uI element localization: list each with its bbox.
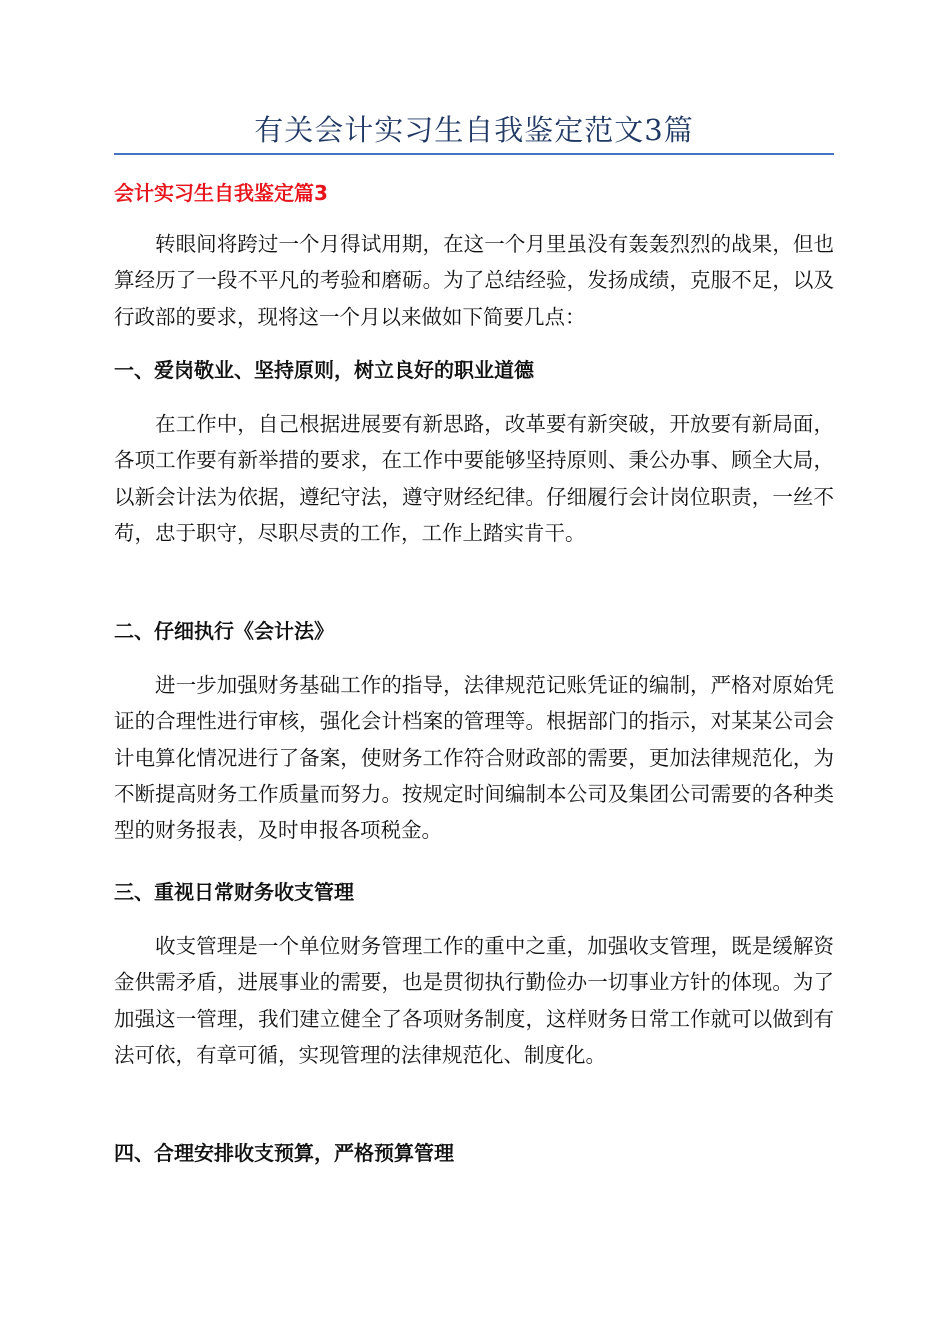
section-heading: 会计实习生自我鉴定篇3 (114, 181, 328, 205)
page-title: 有关会计实习生自我鉴定范文3篇 (254, 113, 694, 147)
subheading-1: 一、爱岗敬业、坚持原则，树立良好的职业道德 (114, 358, 534, 382)
subheading-3: 三、重视日常财务收支管理 (114, 880, 354, 904)
intro-paragraph: 转眼间将跨过一个月得试用期，在这一个月里虽没有轰轰烈烈的战果，但也算经历了一段不平凡的考验和磨砺。为了总结经验，发扬成绩，克服不足，以及行政部的要求，现将这一个月以来做如下简要几点： (114, 232, 834, 329)
subheading-2: 二、仔细执行《会计法》 (114, 619, 334, 643)
subheading-4: 四、合理安排收支预算，严格预算管理 (114, 1141, 454, 1165)
paragraph-3: 收支管理是一个单位财务管理工作的重中之重，加强收支管理，既是缓解资金供需矛盾，进展事业的需要，也是贯彻执行勤俭办一切事业方针的体现。为了加强这一管理，我们建立健全了各项财务制度，这样财务日常工作就可以做到有法可依，有章可循，实现管理的法律规范化、制度化。 (114, 934, 834, 1067)
paragraph-2: 进一步加强财务基础工作的指导，法律规范记账凭证的编制，严格对原始凭证的合理性进行审核，强化会计档案的管理等。根据部门的指示，对某某公司会计电算化情况进行了备案，使财务工作符合财政部的需要，更加法律规范化，为不断提高财务工作质量而努力。按规定时间编制本公司及集团公司需要的各种类型的财务报表，及时申报各项税金。 (114, 673, 834, 843)
title-underline (114, 153, 834, 155)
paragraph-1: 在工作中，自己根据进展要有新思路，改革要有新突破，开放要有新局面，各项工作要有新举措的要求，在工作中要能够坚持原则、秉公办事、顾全大局，以新会计法为依据，遵纪守法，遵守财经纪律。仔细履行会计岗位职责，一丝不苟，忠于职守，尽职尽责的工作，工作上踏实肯干。 (114, 412, 834, 545)
